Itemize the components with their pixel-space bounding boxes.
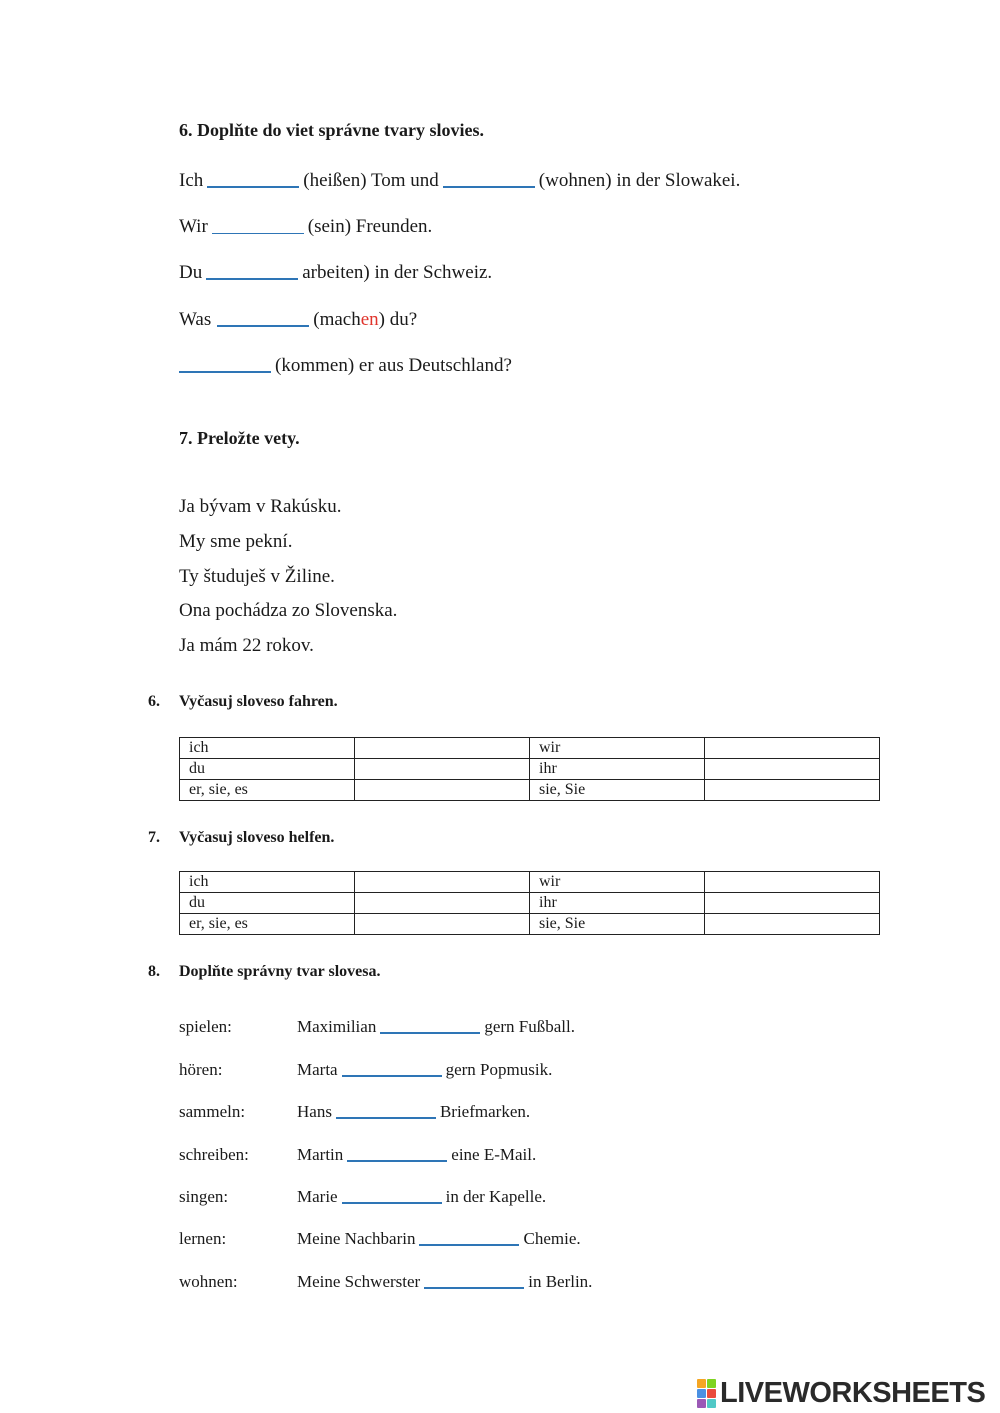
- verb-label: schreiben:: [179, 1145, 249, 1164]
- s8-sentence: [297, 1187, 546, 1207]
- pronoun-cell: sie, Sie: [530, 914, 705, 935]
- answer-blank[interactable]: [342, 1202, 442, 1204]
- answer-blank[interactable]: [207, 186, 299, 188]
- s6-line-4: [179, 309, 417, 331]
- table-row: [180, 780, 880, 801]
- s8-sentence: [297, 1060, 552, 1080]
- table-row: [180, 759, 880, 780]
- answer-blank[interactable]: [179, 371, 271, 373]
- verb-label: wohnen:: [179, 1272, 238, 1291]
- s8-sentence: [297, 1229, 581, 1249]
- translate-line-4: Ona pochádza zo Slovenska.: [179, 600, 398, 621]
- section8-title: Doplňte správny tvar slovesa.: [179, 963, 381, 980]
- s8-pre: Maximilian: [297, 1017, 377, 1036]
- s8-post: eine E-Mail.: [451, 1145, 537, 1164]
- s8-post: gern Fußball.: [484, 1017, 575, 1036]
- s6-line-2: [179, 216, 432, 238]
- logo-square: [707, 1379, 716, 1388]
- verb-label: hören:: [179, 1060, 223, 1079]
- s6-l4-b-open: (mach: [313, 309, 361, 330]
- table-row: [180, 872, 880, 893]
- verb-label: spielen:: [179, 1017, 232, 1036]
- s6-l4-a: Was: [179, 309, 212, 330]
- helfen-title: Vyčasuj sloveso helfen.: [179, 829, 335, 846]
- fahren-table: [179, 737, 880, 801]
- answer-blank[interactable]: [342, 1075, 442, 1077]
- pronoun-cell: du: [180, 759, 355, 780]
- pronoun-cell: ihr: [530, 759, 705, 780]
- answer-blank[interactable]: [419, 1244, 519, 1246]
- s6-l2-a: Wir: [179, 216, 208, 237]
- answer-blank[interactable]: [443, 186, 535, 188]
- verb-label: sammeln:: [179, 1102, 246, 1121]
- s6-l1-c: (wohnen) in der Slowakei.: [538, 170, 741, 191]
- table-row: [180, 893, 880, 914]
- answer-cell[interactable]: [355, 893, 530, 914]
- pronoun-cell: ich: [180, 738, 355, 759]
- answer-blank[interactable]: [424, 1287, 524, 1289]
- answer-blank[interactable]: [206, 278, 298, 280]
- table-row: [180, 738, 880, 759]
- s6-l3-a: Du: [179, 262, 203, 283]
- s6-l1-b: (heißen) Tom und: [303, 170, 439, 191]
- answer-cell[interactable]: [355, 738, 530, 759]
- s6-l2-b: (sein) Freunden.: [307, 216, 433, 237]
- s8-post: Chemie.: [523, 1229, 581, 1248]
- table-row: [180, 914, 880, 935]
- liveworksheets-logo[interactable]: [697, 1377, 985, 1409]
- answer-cell[interactable]: [705, 914, 880, 935]
- answer-blank[interactable]: [336, 1117, 436, 1119]
- s8-pre: Hans: [297, 1102, 332, 1121]
- pronoun-cell: er, sie, es: [180, 914, 355, 935]
- logo-square: [707, 1389, 716, 1398]
- pronoun-cell: du: [180, 893, 355, 914]
- section8-number: 8.: [148, 963, 160, 980]
- s8-pre: Marie: [297, 1187, 338, 1206]
- answer-cell[interactable]: [705, 738, 880, 759]
- translate-line-3: Ty študuješ v Žiline.: [179, 566, 335, 587]
- s6-l3-b: arbeiten) in der Schweiz.: [302, 262, 493, 283]
- fahren-number: 6.: [148, 693, 160, 710]
- s8-post: gern Popmusik.: [445, 1060, 553, 1079]
- s8-sentence: [297, 1145, 536, 1165]
- answer-cell[interactable]: [355, 759, 530, 780]
- logo-square: [697, 1389, 706, 1398]
- logo-text: LIVEWORKSHEETS: [720, 1376, 986, 1409]
- s6-line-1: [179, 170, 740, 192]
- s8-pre: Meine Nachbarin: [297, 1229, 416, 1248]
- logo-square: [697, 1379, 706, 1388]
- verb-label: lernen:: [179, 1229, 227, 1248]
- s6-l4-b-red: en: [360, 309, 379, 330]
- fahren-title: Vyčasuj sloveso fahren.: [179, 693, 338, 710]
- pronoun-cell: wir: [530, 738, 705, 759]
- translate-line-5: Ja mám 22 rokov.: [179, 635, 314, 656]
- answer-cell[interactable]: [355, 872, 530, 893]
- answer-blank[interactable]: [380, 1032, 480, 1034]
- answer-cell[interactable]: [705, 893, 880, 914]
- s6-line-5: [179, 355, 512, 377]
- s8-pre: Marta: [297, 1060, 338, 1079]
- answer-blank[interactable]: [212, 233, 304, 234]
- section6-title: 6. Doplňte do viet správne tvary slovies.: [179, 120, 484, 140]
- answer-cell[interactable]: [355, 780, 530, 801]
- s8-post: in Berlin.: [528, 1272, 593, 1291]
- translate-line-1: Ja bývam v Rakúsku.: [179, 496, 342, 517]
- s8-pre: Martin: [297, 1145, 344, 1164]
- answer-cell[interactable]: [705, 759, 880, 780]
- s6-l5-b: (kommen) er aus Deutschland?: [275, 355, 512, 376]
- pronoun-cell: ihr: [530, 893, 705, 914]
- answer-blank[interactable]: [347, 1160, 447, 1162]
- answer-cell[interactable]: [355, 914, 530, 935]
- s8-post: Briefmarken.: [439, 1102, 531, 1121]
- pronoun-cell: ich: [180, 872, 355, 893]
- s8-post: in der Kapelle.: [445, 1187, 547, 1206]
- logo-square: [697, 1399, 706, 1408]
- answer-cell[interactable]: [705, 872, 880, 893]
- s8-pre: Meine Schwerster: [297, 1272, 421, 1291]
- logo-mark-icon: [697, 1379, 716, 1408]
- s6-l4-b-close: ) du?: [378, 309, 418, 330]
- s8-sentence: [297, 1272, 592, 1292]
- s6-l1-a: Ich: [179, 170, 204, 191]
- s6-line-3: [179, 262, 492, 284]
- logo-square: [707, 1399, 716, 1408]
- pronoun-cell: wir: [530, 872, 705, 893]
- s8-sentence: [297, 1017, 575, 1037]
- answer-cell[interactable]: [705, 780, 880, 801]
- s8-sentence: [297, 1102, 530, 1122]
- pronoun-cell: sie, Sie: [530, 780, 705, 801]
- translate-line-2: My sme pekní.: [179, 531, 293, 552]
- section7-title: 7. Preložte vety.: [179, 428, 300, 448]
- answer-blank[interactable]: [217, 325, 309, 327]
- helfen-table: [179, 871, 880, 935]
- pronoun-cell: er, sie, es: [180, 780, 355, 801]
- verb-label: singen:: [179, 1187, 229, 1206]
- helfen-number: 7.: [148, 829, 160, 846]
